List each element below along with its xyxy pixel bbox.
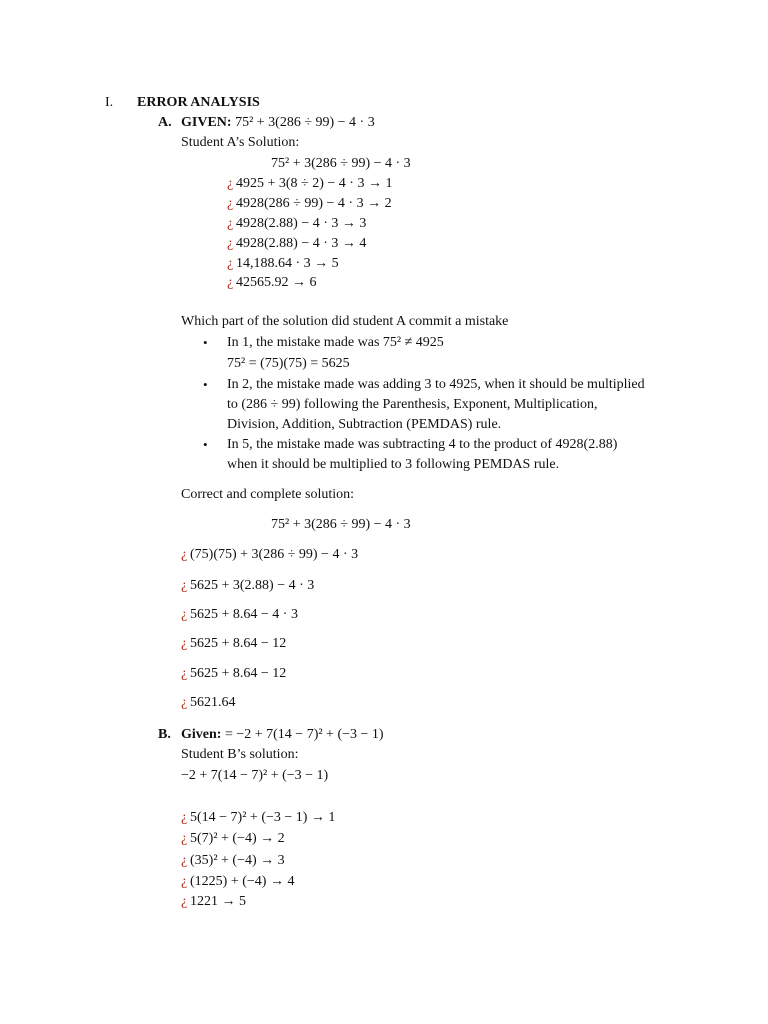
step-text: (75)(75) + 3(286 ÷ 99) − 4 · 3	[190, 547, 359, 562]
part-a-letter: A.	[158, 115, 172, 130]
correct-step	[181, 694, 236, 712]
step-text: 4925 + 3(8 ÷ 2) − 4 · 3 → 1	[236, 176, 393, 191]
step-marker: ¿	[227, 236, 234, 251]
section-title: ERROR ANALYSIS	[137, 95, 260, 110]
step-marker: ¿	[181, 874, 188, 889]
student-a-step	[227, 274, 317, 292]
step-marker: ¿	[181, 607, 188, 622]
step-text: 5(7)² + (−4) → 2	[190, 831, 285, 846]
given-label: Given:	[181, 727, 222, 742]
step-text: 4928(286 ÷ 99) − 4 · 3 → 2	[236, 196, 392, 211]
step-marker: ¿	[181, 666, 188, 681]
student-a-step	[227, 195, 392, 213]
given-expression: 75² + 3(286 ÷ 99) − 4 · 3	[235, 115, 375, 130]
bullet: •	[203, 335, 208, 350]
step-text: 14,188.64 · 3 → 5	[236, 256, 339, 271]
step-text: 5625 + 8.64 − 12	[190, 636, 287, 651]
student-a-start: 75² + 3(286 ÷ 99) − 4 · 3	[271, 156, 411, 171]
step-text: 5621.64	[190, 695, 236, 710]
mistake-question: Which part of the solution did student A commit a mistake	[181, 314, 509, 329]
step-text: 5625 + 8.64 − 4 · 3	[190, 607, 298, 622]
step-marker: ¿	[181, 894, 188, 909]
step-marker: ¿	[227, 256, 234, 271]
correct-step	[181, 577, 314, 595]
student-b-step	[181, 893, 246, 911]
step-marker: ¿	[227, 176, 234, 191]
correct-step	[181, 546, 358, 564]
bullet: •	[203, 437, 208, 452]
step-text: 1221 → 5	[190, 894, 246, 909]
student-b-step	[181, 809, 335, 827]
step-marker: ¿	[181, 695, 188, 710]
step-marker: ¿	[181, 578, 188, 593]
section-numeral: I.	[105, 95, 114, 110]
student-a-step	[227, 255, 339, 273]
given-expression: = −2 + 7(14 − 7)² + (−3 − 1)	[224, 727, 384, 742]
step-marker: ¿	[181, 636, 188, 651]
step-text: 5(14 − 7)² + (−3 − 1) → 1	[190, 810, 336, 825]
step-marker: ¿	[227, 275, 234, 290]
student-a-step	[227, 175, 392, 193]
step-marker: ¿	[181, 547, 188, 562]
step-text: 5625 + 3(2.88) − 4 · 3	[190, 578, 315, 593]
student-b-start: −2 + 7(14 − 7)² + (−3 − 1)	[181, 768, 329, 783]
step-text: 5625 + 8.64 − 12	[190, 666, 287, 681]
step-marker: ¿	[181, 831, 188, 846]
bullet-1-line-2: 75² = (75)(75) = 5625	[227, 356, 350, 371]
student-a-step	[227, 235, 366, 253]
bullet-2-line-3: Division, Addition, Subtraction (PEMDAS) rule.	[227, 417, 502, 432]
correct-step	[181, 635, 286, 653]
bullet-2-line-1: In 2, the mistake made was adding 3 to 4925, when it should be multiplied	[227, 377, 645, 392]
bullet-3-line-1: In 5, the mistake made was subtracting 4 to the product of 4928(2.88)	[227, 437, 618, 452]
step-text: 4928(2.88) − 4 · 3 → 3	[236, 216, 367, 231]
student-b-step	[181, 873, 294, 891]
given-label: GIVEN:	[181, 115, 232, 130]
step-marker: ¿	[227, 196, 234, 211]
step-text: 4928(2.88) − 4 · 3 → 4	[236, 236, 367, 251]
student-b-label: Student B’s solution:	[181, 747, 299, 762]
correct-solution-start: 75² + 3(286 ÷ 99) − 4 · 3	[271, 517, 411, 532]
bullet-2-line-2: to (286 ÷ 99) following the Parenthesis, Exponent, Multiplication,	[227, 397, 598, 412]
correct-step	[181, 665, 286, 683]
step-text: (1225) + (−4) → 4	[190, 874, 295, 889]
correct-solution-label: Correct and complete solution:	[181, 487, 355, 502]
step-text: (35)² + (−4) → 3	[190, 853, 285, 868]
bullet-3-line-2: when it should be multiplied to 3 following PEMDAS rule.	[227, 457, 560, 472]
bullet: •	[203, 377, 208, 392]
part-b-given	[181, 726, 384, 744]
correct-step	[181, 606, 298, 624]
part-a-given	[181, 114, 375, 132]
student-b-step	[181, 852, 285, 870]
step-marker: ¿	[227, 216, 234, 231]
student-b-step	[181, 830, 285, 848]
part-b-letter: B.	[158, 727, 171, 742]
step-marker: ¿	[181, 810, 188, 825]
student-a-label: Student A’s Solution:	[181, 135, 300, 150]
step-marker: ¿	[181, 853, 188, 868]
step-text: 42565.92 → 6	[236, 275, 317, 290]
bullet-1-line-1: In 1, the mistake made was 75² ≠ 4925	[227, 335, 444, 350]
student-a-step	[227, 215, 366, 233]
